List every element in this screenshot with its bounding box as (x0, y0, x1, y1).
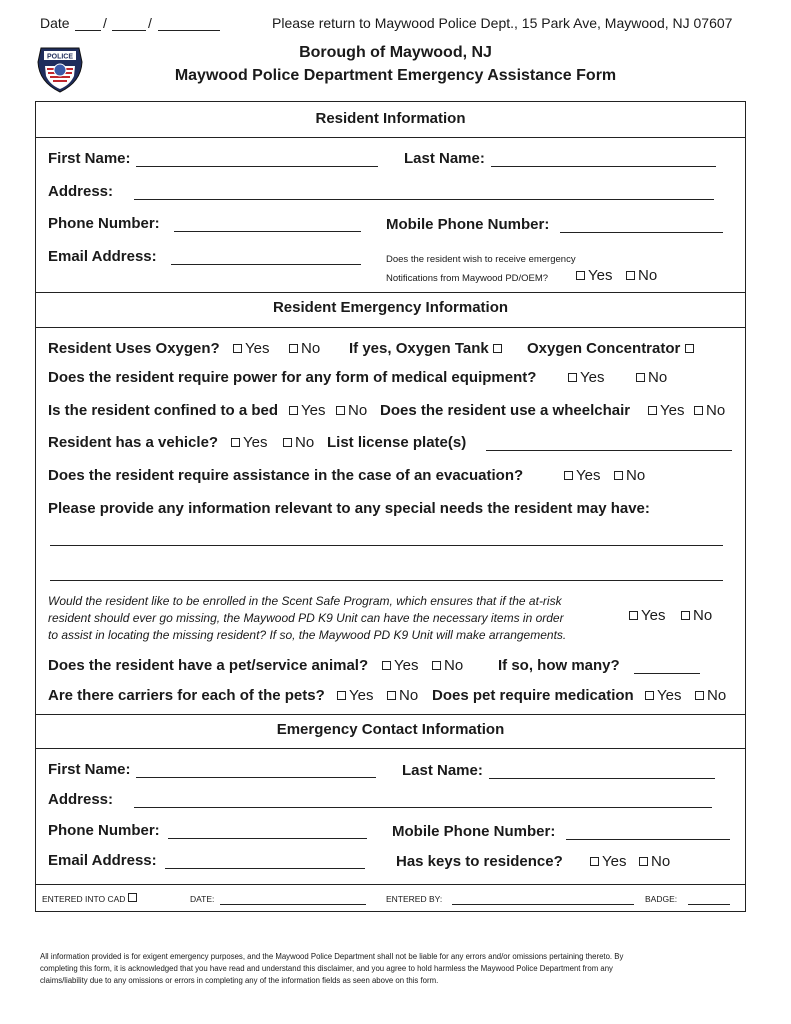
carriers-question: Are there carriers for each of the pets? (48, 687, 325, 704)
special-needs-question: Please provide any information relevant to any special needs the resident may have: (48, 500, 650, 517)
return-address: Please return to Maywood Police Dept., 15 Park Ave, Maywood, NJ 07607 (272, 15, 733, 31)
resident-mobile-label: Mobile Phone Number: (386, 216, 550, 233)
vehicle-yes-option[interactable]: Yes (231, 434, 267, 451)
checkbox-icon[interactable] (639, 857, 648, 866)
license-plates-field[interactable] (486, 450, 732, 451)
checkbox-icon[interactable] (289, 344, 298, 353)
special-needs-line-1[interactable] (50, 545, 723, 546)
vehicle-no-option[interactable]: No (283, 434, 314, 451)
wheelchair-yes-option[interactable]: Yes (648, 402, 684, 419)
checkbox-icon[interactable] (233, 344, 242, 353)
power-question: Does the resident require power for any form of medical equipment? (48, 369, 537, 386)
contact-address-label: Address: (48, 791, 114, 808)
pet-count-field[interactable] (634, 673, 700, 674)
contact-first-name-label: First Name: (48, 761, 131, 778)
contact-mobile-label: Mobile Phone Number: (392, 823, 556, 840)
resident-address-field[interactable] (134, 199, 714, 200)
section-heading-resident: Resident Information (315, 110, 466, 127)
contact-phone-label: Phone Number: (48, 822, 160, 839)
checkbox-icon[interactable] (387, 691, 396, 700)
checkbox-icon[interactable] (626, 271, 635, 280)
checkbox-icon[interactable] (493, 344, 502, 353)
scent-safe-text-line1: Would the resident like to be enrolled in the Scent Safe Program, which ensures that if the at-risk (48, 594, 562, 608)
wheelchair-question: Does the resident use a wheelchair (380, 402, 631, 419)
notify-no-option[interactable]: No (626, 267, 657, 284)
entered-by-field[interactable] (452, 904, 634, 905)
oxygen-concentrator-option[interactable]: Oxygen Concentrator (527, 340, 697, 357)
oxygen-question: Resident Uses Oxygen? (48, 340, 220, 357)
svg-text:POLICE: POLICE (46, 53, 74, 61)
checkbox-icon[interactable] (694, 406, 703, 415)
contact-last-name-label: Last Name: (402, 762, 483, 779)
pet-question: Does the resident have a pet/service animal? (48, 657, 369, 674)
entered-into-cad-option[interactable]: ENTERED INTO CAD (42, 893, 140, 904)
section-heading-contact: Emergency Contact Information (276, 721, 505, 738)
page-title-borough: Borough of Maywood, NJ (299, 44, 492, 61)
medication-yes-option[interactable]: Yes (645, 687, 681, 704)
scent-safe-text-line2: resident should ever go missing, the Maywood PD K9 Unit can have the necessary items in order (48, 611, 564, 625)
checkbox-icon[interactable] (685, 344, 694, 353)
section-heading-emergency: Resident Emergency Information (272, 299, 509, 316)
wheelchair-no-option[interactable]: No (694, 402, 725, 419)
checkbox-icon[interactable] (576, 271, 585, 280)
keys-yes-option[interactable]: Yes (590, 853, 626, 870)
date-slash: / (103, 15, 107, 31)
keys-question: Has keys to residence? (396, 853, 563, 870)
badge-field[interactable] (688, 904, 730, 905)
entered-by-label: ENTERED BY: (386, 894, 443, 904)
section-divider (35, 714, 746, 715)
office-date-label: DATE: (190, 894, 215, 904)
checkbox-icon[interactable] (231, 438, 240, 447)
pet-no-option[interactable]: No (432, 657, 463, 674)
checkbox-icon[interactable] (336, 406, 345, 415)
vehicle-question: Resident has a vehicle? (48, 434, 219, 451)
bed-yes-option[interactable]: Yes (289, 402, 325, 419)
date-slash: / (148, 15, 152, 31)
license-plates-label: List license plate(s) (327, 434, 467, 451)
date-label: Date (40, 15, 70, 31)
date-year-field[interactable] (158, 30, 220, 31)
section-divider (35, 327, 746, 328)
power-no-option[interactable]: No (636, 369, 667, 386)
resident-mobile-field[interactable] (560, 232, 723, 233)
resident-email-label: Email Address: (48, 248, 157, 265)
checkbox-icon[interactable] (289, 406, 298, 415)
contact-last-name-field[interactable] (489, 778, 715, 779)
checkbox-icon[interactable] (614, 471, 623, 480)
resident-first-name-field[interactable] (136, 166, 378, 167)
disclaimer-line2: completing this form, it is acknowledged that you have read and understand this disclaimer, and you agree to hold harmless the Maywood Police Department from any (40, 964, 613, 973)
resident-email-field[interactable] (171, 264, 361, 265)
special-needs-line-2[interactable] (50, 580, 723, 581)
evacuation-question: Does the resident require assistance in the case of an evacuation? (48, 467, 524, 484)
resident-last-name-label: Last Name: (404, 150, 485, 167)
oxygen-no-option[interactable]: No (289, 340, 320, 357)
contact-mobile-field[interactable] (566, 839, 730, 840)
resident-first-name-label: First Name: (48, 150, 131, 167)
pet-count-label: If so, how many? (498, 657, 620, 674)
checkbox-icon[interactable] (590, 857, 599, 866)
evacuation-yes-option[interactable]: Yes (564, 467, 600, 484)
checkbox-icon[interactable] (681, 611, 690, 620)
notify-yes-option[interactable]: Yes (576, 267, 612, 284)
evacuation-no-option[interactable]: No (614, 467, 645, 484)
section-divider (35, 884, 746, 885)
checkbox-icon[interactable] (564, 471, 573, 480)
pet-yes-option[interactable]: Yes (382, 657, 418, 674)
power-yes-option[interactable]: Yes (568, 369, 604, 386)
resident-phone-field[interactable] (174, 231, 361, 232)
section-divider (35, 137, 746, 138)
resident-address-label: Address: (48, 183, 114, 200)
scent-safe-no-option[interactable]: No (681, 607, 712, 624)
medication-question: Does pet require medication (432, 687, 634, 704)
medication-no-option[interactable]: No (695, 687, 726, 704)
checkbox-icon[interactable] (636, 373, 645, 382)
checkbox-icon[interactable] (645, 691, 654, 700)
checkbox-icon[interactable] (568, 373, 577, 382)
oxygen-tank-option[interactable]: If yes, Oxygen Tank (349, 340, 505, 357)
checkbox-icon[interactable] (432, 661, 441, 670)
contact-first-name-field[interactable] (136, 777, 376, 778)
contact-phone-field[interactable] (168, 838, 367, 839)
checkbox-icon[interactable] (695, 691, 704, 700)
disclaimer-line3: claims/liability due to any omissions or errors in completing any of the information fields as seen above on this form. (40, 976, 439, 985)
contact-address-field[interactable] (134, 807, 712, 808)
contact-email-field[interactable] (165, 868, 365, 869)
checkbox-icon[interactable] (648, 406, 657, 415)
disclaimer-line1: All information provided is for exigent emergency purposes, and the Maywood Police Department shall not be liable for any errors and/or omissions pertaining thereto. By (40, 952, 624, 961)
badge-label: BADGE: (645, 894, 678, 904)
oxygen-yes-option[interactable]: Yes (233, 340, 269, 357)
resident-last-name-field[interactable] (491, 166, 716, 167)
carriers-no-option[interactable]: No (387, 687, 418, 704)
checkbox-icon[interactable] (337, 691, 346, 700)
date-day-field[interactable] (112, 30, 146, 31)
page-title-form: Maywood Police Department Emergency Assistance Form (174, 67, 617, 84)
date-month-field[interactable] (75, 30, 101, 31)
scent-safe-yes-option[interactable]: Yes (629, 607, 665, 624)
checkbox-icon[interactable] (629, 611, 638, 620)
resident-phone-label: Phone Number: (48, 215, 160, 232)
checkbox-icon[interactable] (128, 893, 137, 902)
notify-question-line1: Does the resident wish to receive emergency (386, 254, 576, 265)
keys-no-option[interactable]: No (639, 853, 670, 870)
notify-question-line2: Notifications from Maywood PD/OEM? (386, 273, 549, 284)
bed-question: Is the resident confined to a bed (48, 402, 279, 419)
checkbox-icon[interactable] (283, 438, 292, 447)
section-divider (35, 292, 746, 293)
section-divider (35, 748, 746, 749)
office-date-field[interactable] (220, 904, 366, 905)
bed-no-option[interactable]: No (336, 402, 367, 419)
carriers-yes-option[interactable]: Yes (337, 687, 373, 704)
contact-email-label: Email Address: (48, 852, 157, 869)
scent-safe-text-line3: to assist in locating the missing resident? If so, the Maywood PD K9 Unit will make arrangements. (48, 628, 567, 642)
checkbox-icon[interactable] (382, 661, 391, 670)
